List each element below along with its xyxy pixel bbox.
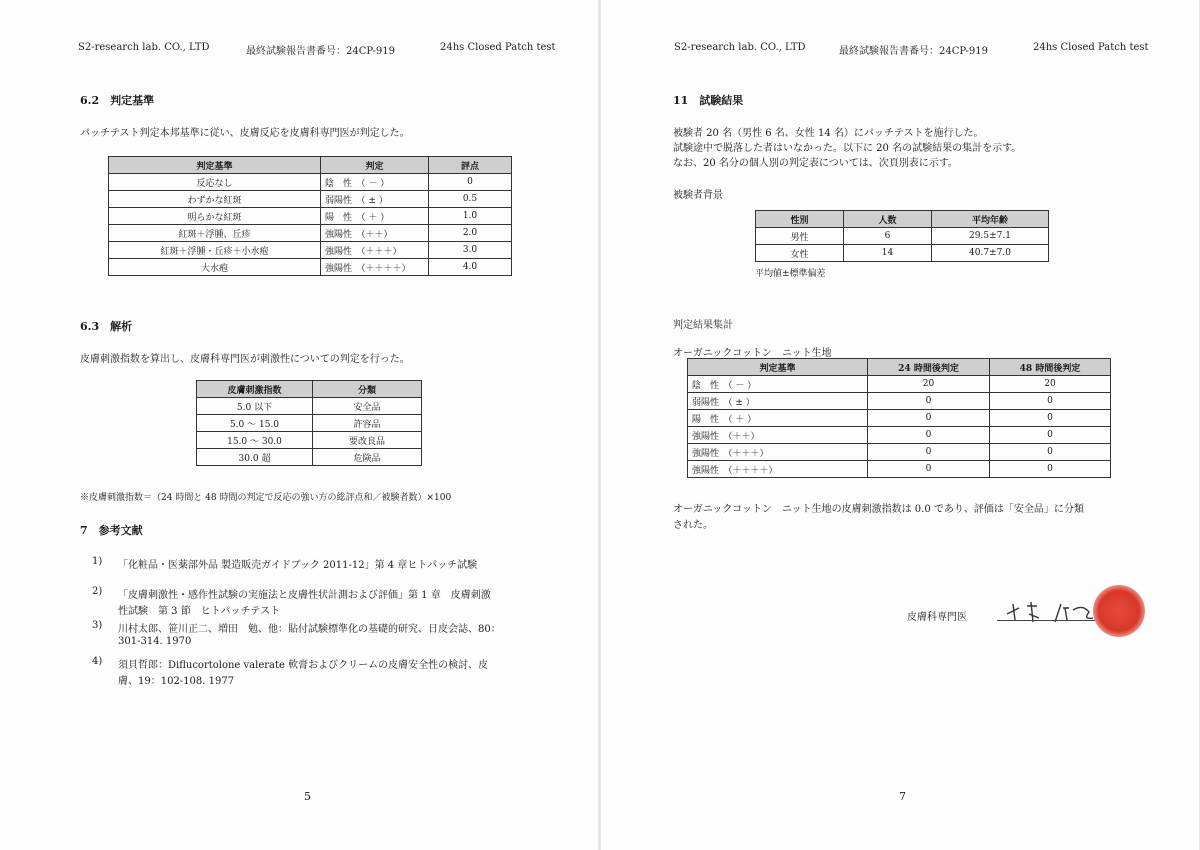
- table-cell: 弱陽性 （ ± ）: [321, 191, 429, 208]
- table-cell: 男性: [756, 228, 844, 245]
- results-line: 試験途中で脱落した者はいなかった。以下に 20 名の試験結果の集計を示す。: [673, 143, 1022, 154]
- table-row: [109, 225, 512, 242]
- table-cell: 0: [868, 410, 990, 427]
- seal-stamp: [1093, 585, 1145, 637]
- table-cell: 強陽性 （＋＋＋）: [321, 242, 429, 259]
- table-cell: 大水疱: [109, 259, 321, 276]
- table-row: [109, 259, 512, 276]
- table-cell: 陰 性 （ － ）: [688, 376, 868, 393]
- table-row: [688, 410, 1111, 427]
- table-cell: 0: [868, 393, 990, 410]
- mean-sd-note: 平均値±標準偏差: [755, 269, 826, 279]
- ref-line: 川村太郎、笹川正二、増田 勉、他：貼付試験標準化の基礎的研究、日皮会誌、80：: [118, 624, 501, 635]
- table-row: [688, 393, 1111, 410]
- summary-label: 判定結果集計: [673, 320, 733, 331]
- section-title-6-2: 6.2 判定基準: [80, 94, 155, 107]
- criteria-table: [108, 156, 512, 276]
- section-title-7: 7 参考文献: [80, 524, 143, 537]
- section-text-6-3: 皮膚刺激指数を算出し、皮膚科専門医が刺激性についての判定を行った。: [80, 354, 410, 365]
- table-row: [197, 449, 422, 466]
- table-cell: 20: [990, 376, 1111, 393]
- table-cell: 紅斑＋浮腫、丘疹: [109, 225, 321, 242]
- page-number: 5: [304, 790, 311, 803]
- table-cell: 危険品: [313, 449, 422, 466]
- ref-line: 「皮膚刺激性・感作性試験の実施法と皮膚性状計測および評価」第 1 章 皮膚刺激: [118, 590, 491, 601]
- table-row: [197, 398, 422, 415]
- header-report-no: 最終試験報告書番号：24CP-919: [246, 46, 396, 57]
- background-label: 被験者背景: [673, 190, 723, 201]
- header-company: S2-research lab. CO., LTD: [674, 42, 806, 53]
- table-cell: 3.0: [429, 242, 512, 259]
- table-cell: 15.0 ～ 30.0: [197, 432, 313, 449]
- conclusion-line: オーガニックコットン ニット生地の皮膚刺激指数は 0.0 であり、評価は「安全品」に分類: [673, 504, 1084, 515]
- page-number: 7: [899, 790, 906, 803]
- ref-line: 性試験 第 3 節 ヒトパッチテスト: [118, 606, 281, 617]
- table-cell: 0: [990, 427, 1111, 444]
- table-row: [756, 245, 1049, 262]
- section-title-11: 11 試験結果: [673, 94, 744, 107]
- section-title-6-3: 6.3 解析: [80, 320, 133, 333]
- table-cell: 29.5±7.1: [932, 228, 1049, 245]
- header-test: 24hs Closed Patch test: [440, 42, 556, 53]
- table-header: 分類: [313, 381, 422, 398]
- ref-num: 3): [92, 620, 103, 631]
- table-cell: 14: [844, 245, 932, 262]
- page-7: [601, 0, 1199, 850]
- table-cell: 強陽性 （＋＋＋＋）: [688, 461, 868, 478]
- table-cell: 0: [868, 461, 990, 478]
- results-line: なお、20 名分の個人別の判定表については、次頁別表に示す。: [673, 158, 958, 169]
- table-header: 性別: [756, 211, 844, 228]
- table-cell: 2.0: [429, 225, 512, 242]
- table-cell: 明らかな紅斑: [109, 208, 321, 225]
- table-header: 平均年齢: [932, 211, 1049, 228]
- table-header: 判定: [321, 157, 429, 174]
- table-cell: 4.0: [429, 259, 512, 276]
- table-header: 48 時間後判定: [990, 359, 1111, 376]
- ref-line: 「化粧品・医薬部外品 製造販売ガイドブック 2011-12」第 4 章ヒトパッチ試験: [118, 560, 478, 571]
- table-row: [109, 191, 512, 208]
- table-cell: 0: [868, 444, 990, 461]
- table-cell: 6: [844, 228, 932, 245]
- table-header: 24 時間後判定: [868, 359, 990, 376]
- table-row: [109, 174, 512, 191]
- table-cell: 0.5: [429, 191, 512, 208]
- header-report-no: 最終試験報告書番号：24CP-919: [839, 46, 989, 57]
- table-header: 皮膚刺激指数: [197, 381, 313, 398]
- table-header: 判定基準: [688, 359, 868, 376]
- table-row: [197, 432, 422, 449]
- table-cell: 紅斑＋浮腫・丘疹＋小水疱: [109, 242, 321, 259]
- table-cell: 0: [868, 427, 990, 444]
- table-cell: 弱陽性 （ ± ）: [688, 393, 868, 410]
- table-cell: 5.0 以下: [197, 398, 313, 415]
- table-cell: 陽 性 （ ＋ ）: [321, 208, 429, 225]
- table-header: 判定基準: [109, 157, 321, 174]
- table-header: 評点: [429, 157, 512, 174]
- table-cell: 0: [990, 393, 1111, 410]
- table-row: [688, 444, 1111, 461]
- table-cell: 強陽性 （＋＋）: [321, 225, 429, 242]
- table-header-row: [688, 359, 1111, 376]
- table-cell: わずかな紅斑: [109, 191, 321, 208]
- table-cell: 5.0 ～ 15.0: [197, 415, 313, 432]
- table-cell: 0: [990, 461, 1111, 478]
- table-row: [688, 427, 1111, 444]
- table-cell: 20: [868, 376, 990, 393]
- header-company: S2-research lab. CO., LTD: [78, 42, 210, 53]
- index-formula-note: ※皮膚刺激指数＝（24 時間と 48 時間の判定で反応の強い方の総評点和／被験者数）×100: [80, 493, 452, 503]
- table-cell: 30.0 超: [197, 449, 313, 466]
- table-cell: 安全品: [313, 398, 422, 415]
- table-header: 人数: [844, 211, 932, 228]
- subject-background-table: [755, 210, 1049, 262]
- table-cell: 許容品: [313, 415, 422, 432]
- ref-num: 1): [92, 556, 103, 567]
- table-header-row: [197, 381, 422, 398]
- table-header-row: [756, 211, 1049, 228]
- table-cell: 1.0: [429, 208, 512, 225]
- conclusion-line: された。: [673, 520, 713, 531]
- ref-num: 2): [92, 586, 103, 597]
- table-cell: 強陽性 （＋＋＋）: [688, 444, 868, 461]
- table-cell: 陰 性 （ － ）: [321, 174, 429, 191]
- ref-num: 4): [92, 656, 103, 667]
- table-row: [197, 415, 422, 432]
- page-5: [0, 0, 598, 850]
- table-row: [109, 242, 512, 259]
- results-line: 被験者 20 名（男性 6 名、女性 14 名）にパッチテストを施行した。: [673, 128, 984, 139]
- table-row: [688, 376, 1111, 393]
- judgment-summary-table: [687, 358, 1111, 478]
- table-row: [688, 461, 1111, 478]
- table-header-row: [109, 157, 512, 174]
- index-table: [196, 380, 422, 466]
- table-cell: 0: [429, 174, 512, 191]
- ref-line: 301-314. 1970: [118, 636, 192, 647]
- table-cell: 女性: [756, 245, 844, 262]
- table-row: [109, 208, 512, 225]
- ref-line: 須貝哲郎：Diflucortolone valerate 軟膏およびクリームの皮膚安全性の検討、皮: [118, 660, 489, 671]
- table-row: [756, 228, 1049, 245]
- table-cell: 反応なし: [109, 174, 321, 191]
- table-cell: 要改良品: [313, 432, 422, 449]
- material-name: オーガニックコットン ニット生地: [673, 348, 832, 359]
- table-cell: 陽 性 （ ＋ ）: [688, 410, 868, 427]
- table-cell: 強陽性 （＋＋）: [688, 427, 868, 444]
- table-cell: 0: [990, 410, 1111, 427]
- section-text-6-2: パッチテスト判定本邦基準に従い、皮膚反応を皮膚科専門医が判定した。: [80, 128, 410, 139]
- table-cell: 強陽性 （＋＋＋＋）: [321, 259, 429, 276]
- table-cell: 0: [990, 444, 1111, 461]
- header-test: 24hs Closed Patch test: [1033, 42, 1149, 53]
- signature-label: 皮膚科専門医: [907, 612, 967, 623]
- ref-line: 膚、19：102-108. 1977: [118, 676, 235, 687]
- table-cell: 40.7±7.0: [932, 245, 1049, 262]
